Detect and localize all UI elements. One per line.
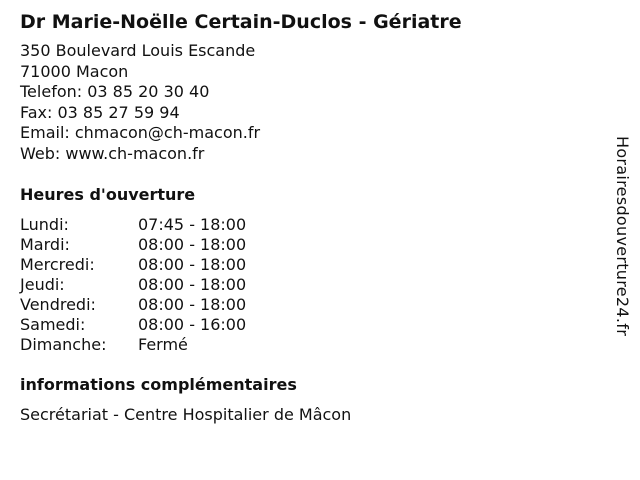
hours-row-thursday: [20, 275, 600, 295]
contact-block: [20, 41, 600, 164]
hours-heading: Heures d'ouverture: [20, 185, 196, 204]
hours-row-tuesday: [20, 235, 600, 255]
additional-info-text: Secrétariat - Centre Hospitalier de Mâcon: [20, 405, 352, 424]
hours-time: 08:00 - 18:00: [138, 235, 247, 254]
hours-day: Mardi:: [20, 235, 70, 254]
hours-time: 08:00 - 16:00: [138, 315, 247, 334]
website-address: Web: www.ch-macon.fr: [20, 143, 205, 163]
hours-row-friday: [20, 295, 600, 315]
hours-day: Dimanche:: [20, 335, 107, 354]
hours-day: Lundi:: [20, 215, 69, 234]
fax-number: Fax: 03 85 27 59 94: [20, 102, 180, 122]
page-title: Dr Marie-Noëlle Certain-Duclos - Gériatre: [20, 11, 462, 33]
hours-table: [20, 215, 600, 355]
site-watermark: Horairesdouverture24.fr: [613, 136, 632, 337]
email-address: Email: chmacon@ch-macon.fr: [20, 123, 261, 142]
hours-time: Fermé: [138, 335, 188, 354]
hours-day: Jeudi:: [20, 275, 65, 294]
hours-row-monday: [20, 215, 600, 235]
listing-page: [20, 10, 600, 425]
hours-time: 07:45 - 18:00: [138, 215, 247, 234]
hours-time: 08:00 - 18:00: [138, 295, 247, 314]
hours-day: Samedi:: [20, 315, 86, 334]
street-address: 350 Boulevard Louis Escande: [20, 41, 256, 60]
additional-info-heading: informations complémentaires: [20, 375, 297, 394]
hours-day: Mercredi:: [20, 255, 95, 274]
hours-time: 08:00 - 18:00: [138, 275, 247, 294]
phone-number: Telefon: 03 85 20 30 40: [20, 82, 210, 101]
hours-day: Vendredi:: [20, 295, 96, 314]
hours-row-saturday: [20, 315, 600, 335]
hours-time: 08:00 - 18:00: [138, 255, 247, 274]
postal-city: 71000 Macon: [20, 61, 129, 81]
hours-row-sunday: [20, 335, 600, 355]
hours-row-wednesday: [20, 255, 600, 275]
